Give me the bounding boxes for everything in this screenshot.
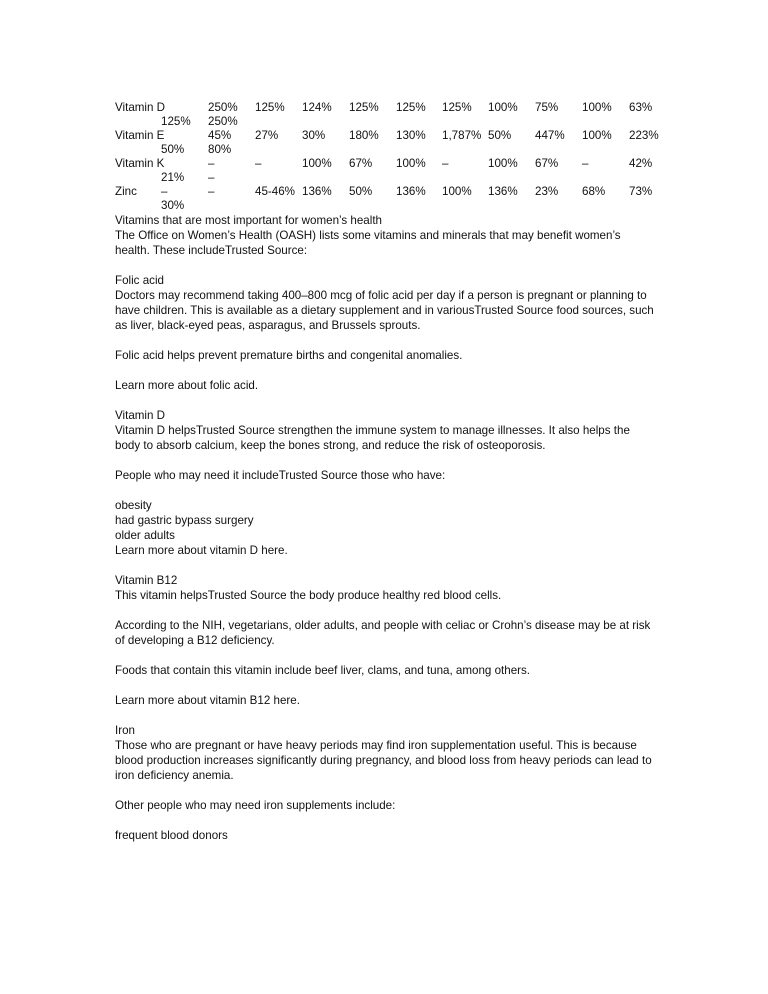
table-cell-wrap: 80%	[208, 143, 232, 156]
table-cell: 42%	[629, 157, 653, 170]
paragraph: Learn more about folic acid.	[115, 379, 259, 392]
table-cell-wrap: 125%	[161, 115, 191, 128]
paragraph-gap	[115, 558, 655, 573]
paragraph: Vitamin B12	[115, 574, 178, 587]
table-cell: 136%	[396, 185, 426, 198]
paragraph: Folic acid	[115, 274, 164, 287]
table-cell: 68%	[582, 185, 606, 198]
paragraph-gap	[115, 258, 655, 273]
paragraph-gap	[115, 603, 655, 618]
paragraph: Doctors may recommend taking 400–800 mcg of folic acid per day if a person is pregnant or planning to have children. This is available as a dietary supplement and in variousTrusted Source food sources, such as liver, black-eyed peas, asparagus, and Brussels sprouts.	[115, 289, 654, 332]
paragraph-gap	[115, 708, 655, 723]
paragraph: Learn more about vitamin D here.	[115, 544, 288, 557]
table-cell: 45-46%	[255, 185, 295, 198]
paragraph: Learn more about vitamin B12 here.	[115, 694, 300, 707]
table-cell: –	[442, 157, 449, 170]
table-row-label: Vitamin D	[115, 101, 166, 114]
paragraph-gap	[115, 648, 655, 663]
paragraph-gap	[115, 783, 655, 798]
table-cell-wrap: 30%	[161, 199, 185, 212]
paragraph-gap	[115, 678, 655, 693]
paragraph: This vitamin helpsTrusted Source the body produce healthy red blood cells.	[115, 589, 502, 602]
table-cell: 447%	[535, 129, 565, 142]
table-cell: 180%	[349, 129, 379, 142]
table-cell: 100%	[488, 101, 518, 114]
paragraph: Vitamin D helpsTrusted Source strengthen the immune system to manage illnesses. It also helps the body to absorb calcium, keep the bones strong, and reduce the risk of osteoporosis.	[115, 424, 630, 452]
paragraph: Other people who may need iron supplements include:	[115, 799, 396, 812]
table-row-label: Zinc	[115, 185, 137, 198]
table-cell: 125%	[396, 101, 426, 114]
table-cell: 73%	[629, 185, 653, 198]
paragraph: Folic acid helps prevent premature births and congenital anomalies.	[115, 349, 463, 362]
table-cell: 130%	[396, 129, 426, 142]
paragraph: According to the NIH, vegetarians, older adults, and people with celiac or Crohn’s disease may be at risk of developing a B12 deficiency.	[115, 619, 651, 647]
paragraph: Iron	[115, 724, 135, 737]
paragraph: frequent blood donors	[115, 829, 228, 842]
paragraph: Vitamin D	[115, 409, 166, 422]
paragraph: Those who are pregnant or have heavy periods may find iron supplementation useful. This is because blood production increases significantly during pregnancy, and blood loss from heavy periods can lead to iron deficiency anemia.	[115, 739, 652, 782]
table-cell: –	[161, 185, 168, 198]
table-cell: 136%	[302, 185, 332, 198]
table-cell: 125%	[442, 101, 472, 114]
table-cell: 100%	[488, 157, 518, 170]
table-cell: 50%	[488, 129, 512, 142]
paragraph: People who may need it includeTrusted Source those who have:	[115, 469, 446, 482]
table-cell: 67%	[535, 157, 559, 170]
table-cell: 100%	[582, 129, 612, 142]
paragraph-gap	[115, 393, 655, 408]
table-cell: –	[208, 157, 215, 170]
table-cell: –	[208, 185, 215, 198]
table-cell-wrap: 50%	[161, 143, 185, 156]
table-cell-wrap: –	[208, 171, 215, 184]
paragraph: older adults	[115, 529, 175, 542]
paragraph: Vitamins that are most important for women’s health	[115, 214, 382, 227]
paragraph-gap	[115, 453, 655, 468]
table-cell: 45%	[208, 129, 232, 142]
table-cell: 100%	[582, 101, 612, 114]
table-cell-wrap: 21%	[161, 171, 185, 184]
table-cell: 250%	[208, 101, 238, 114]
table-cell: 30%	[302, 129, 326, 142]
paragraph-gap	[115, 483, 655, 498]
table-cell: 124%	[302, 101, 332, 114]
table-cell-wrap: 250%	[208, 115, 238, 128]
table-row-label: Vitamin K	[115, 157, 165, 170]
table-cell: 100%	[442, 185, 472, 198]
table-cell: 1,787%	[442, 129, 482, 142]
table-cell: –	[582, 157, 589, 170]
paragraph-gap	[115, 813, 655, 828]
table-cell: 100%	[396, 157, 426, 170]
paragraph: The Office on Women’s Health (OASH) lists some vitamins and minerals that may benefit women’s health. These includeTrusted Source:	[115, 229, 621, 257]
article-body	[115, 213, 655, 843]
paragraph-gap	[115, 333, 655, 348]
paragraph: obesity	[115, 499, 152, 512]
table-cell: 67%	[349, 157, 373, 170]
paragraph: Foods that contain this vitamin include beef liver, clams, and tuna, among others.	[115, 664, 531, 677]
table-cell: 125%	[255, 101, 285, 114]
paragraph: had gastric bypass surgery	[115, 514, 254, 527]
table-cell: 27%	[255, 129, 279, 142]
table-row-label: Vitamin E	[115, 129, 165, 142]
table-cell: 125%	[349, 101, 379, 114]
table-cell: 63%	[629, 101, 653, 114]
table-cell: 50%	[349, 185, 373, 198]
paragraph-gap	[115, 363, 655, 378]
table-cell: 23%	[535, 185, 559, 198]
table-cell: –	[255, 157, 262, 170]
table-cell: 75%	[535, 101, 559, 114]
table-cell: 100%	[302, 157, 332, 170]
table-cell: 223%	[629, 129, 659, 142]
table-cell: 136%	[488, 185, 518, 198]
